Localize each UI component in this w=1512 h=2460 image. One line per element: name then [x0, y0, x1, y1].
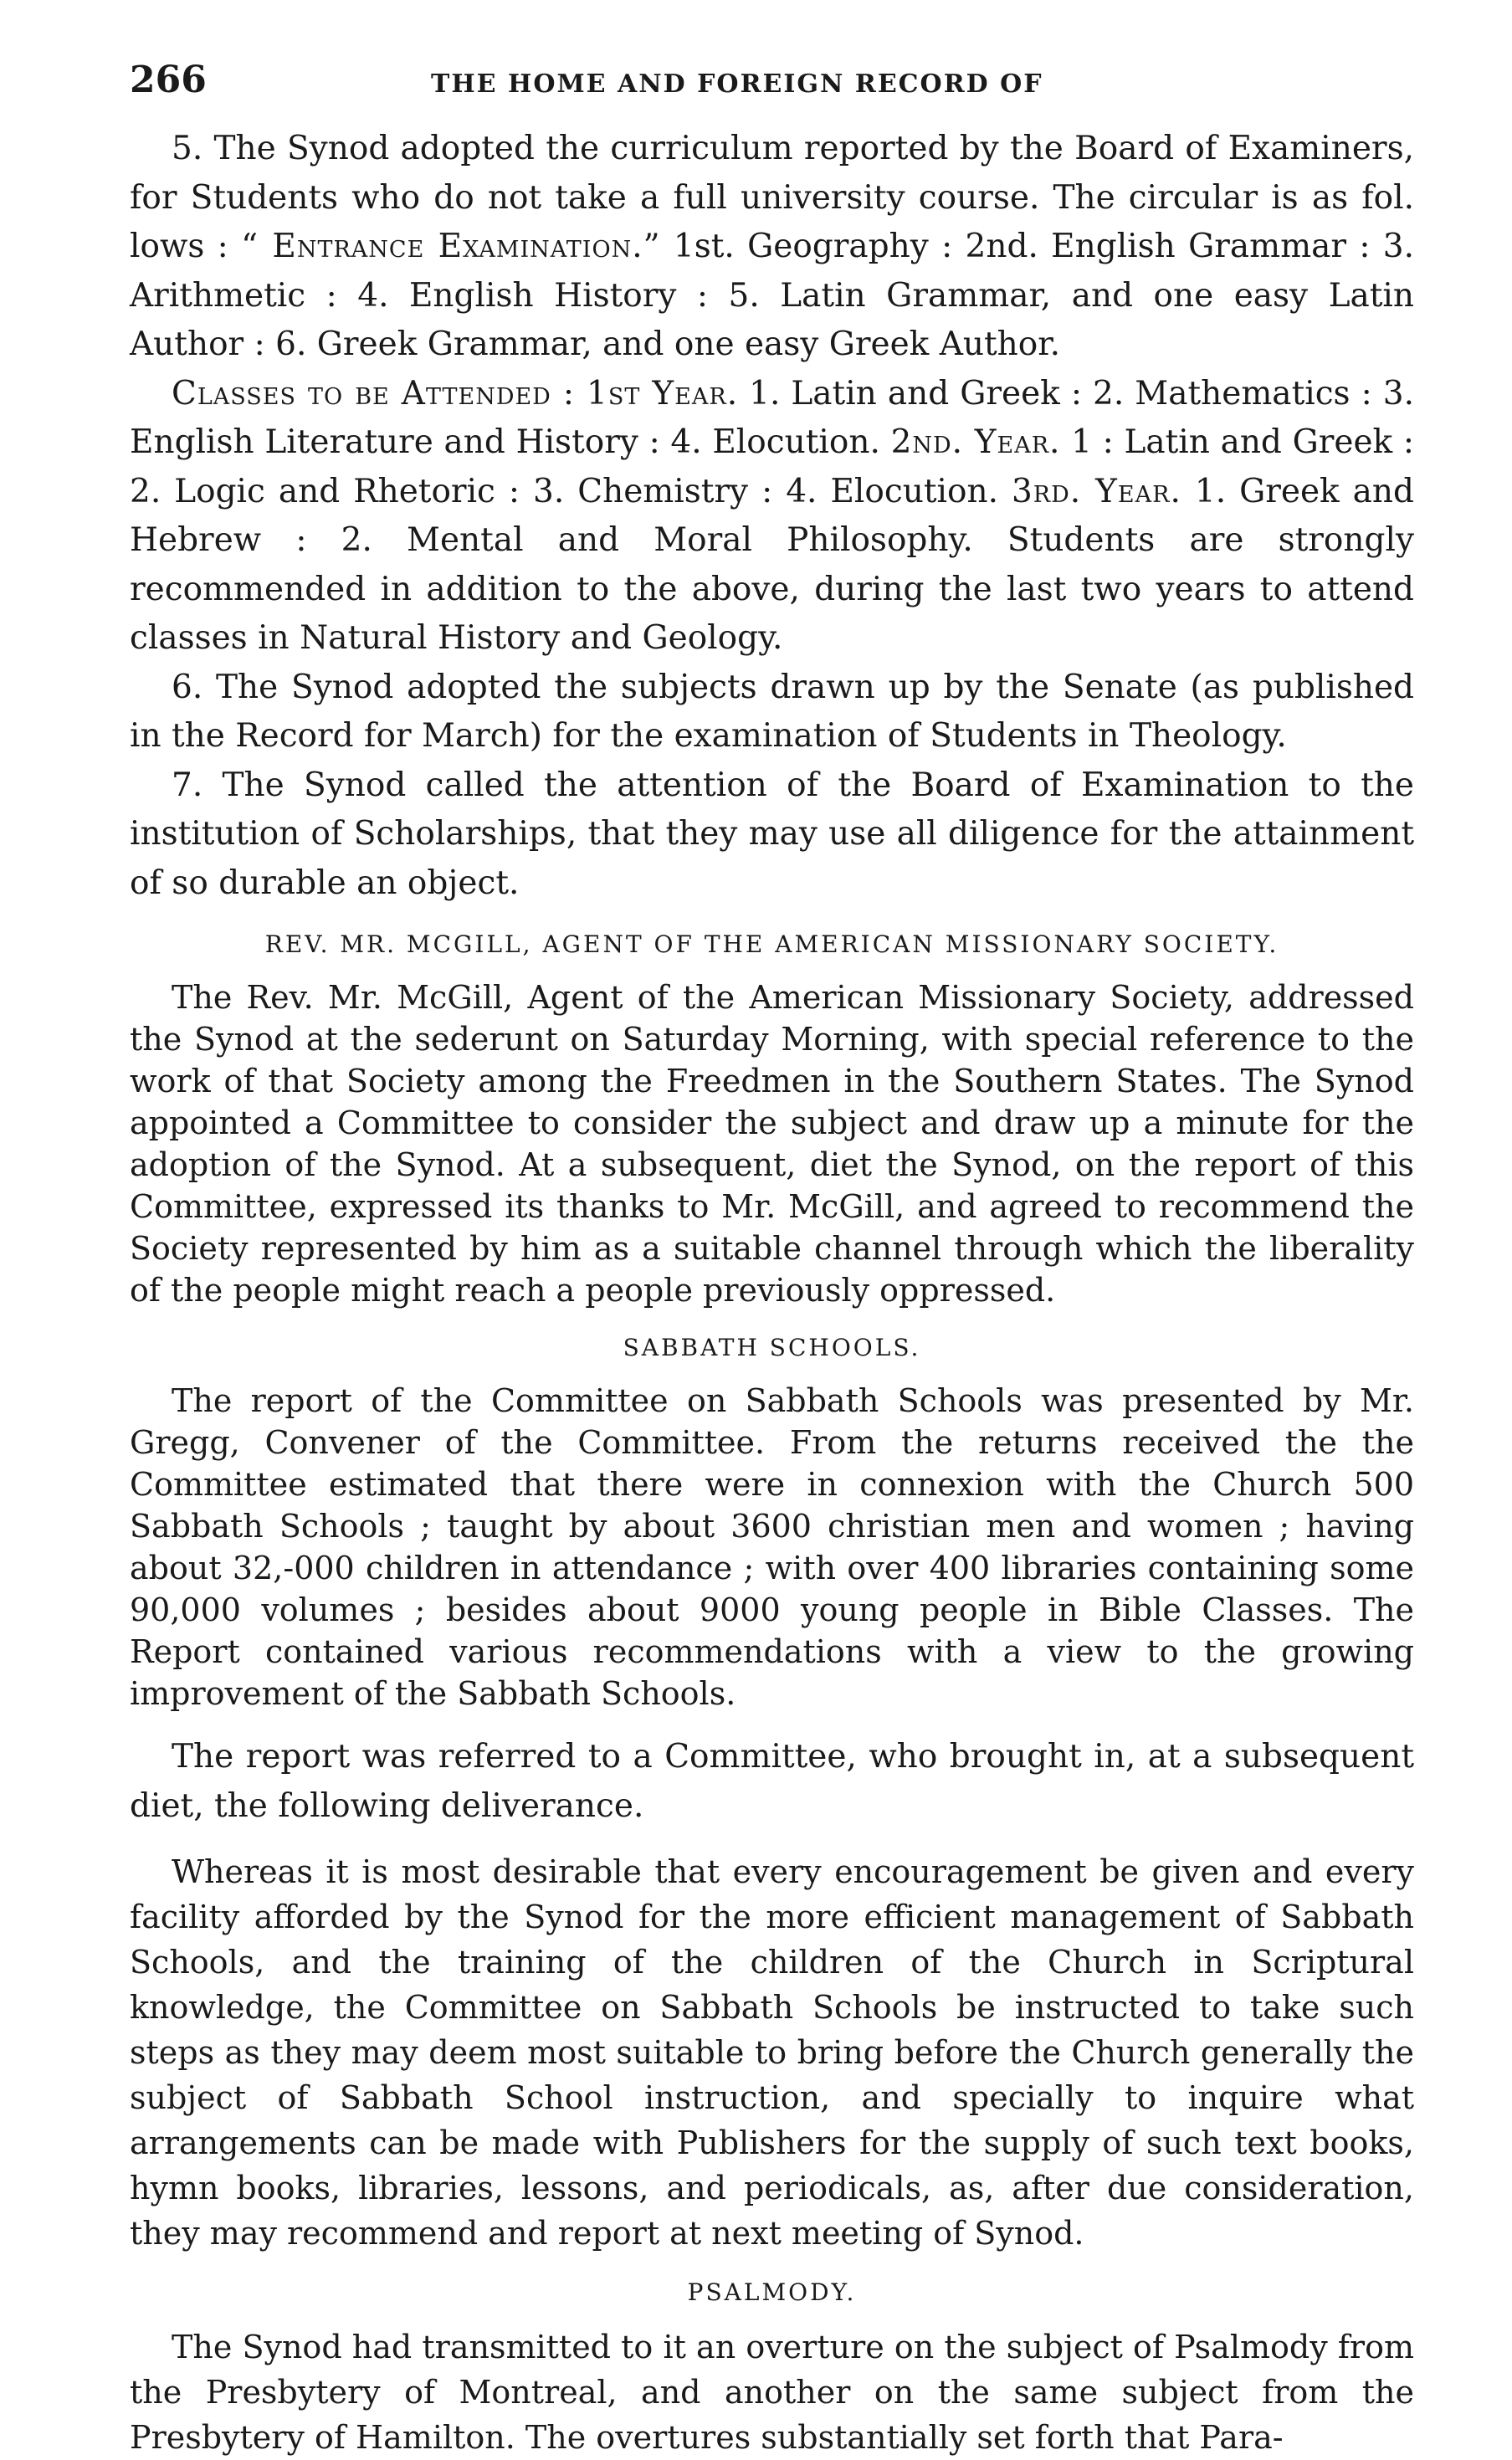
paragraph-5	[130, 125, 1414, 370]
paragraph-6: 6. The Synod adopted the subjects drawn up by the Senate (as published in the Record for March) for the examination of Students in Theology.	[130, 668, 1414, 755]
paragraph-5-intro: 5. The Synod adopted the curriculum reported by the Board of Examiners, for Students who do not take a full university course. The circular is as fol. lows :	[130, 130, 1414, 265]
first-year-subjects: 1. Latin and Greek : 2. Mathematics : 3. English Literature and History : 4. Elocution.	[130, 374, 1414, 461]
mcgill-section-heading: REV. MR. MCGILL, AGENT OF THE AMERICAN MISSIONARY SOCIETY.	[264, 930, 1279, 958]
sabbath-schools-section	[130, 1380, 1414, 1714]
mcgill-paragraph: The Rev. Mr. McGill, Agent of the American Missionary Society, addressed the Synod at the sederunt on Saturday Morning, with special reference to the work of that Society among the Freedmen in the Southern States. The Synod appointed a Committee to consider the subject and draw up a minute for the adoption of the Synod. At a subsequent, diet the Synod, on the report of this Committee, expressed its thanks to Mr. McGill, and agreed to recommend the Society represented by him as a suitable channel through which the liberality of the people might reach a people previously oppressed.	[130, 979, 1414, 1309]
referred-paragraph: The report was referred to a Committee, who brought in, at a subsequent diet, the following deliverance.	[130, 1738, 1414, 1825]
running-title: THE HOME AND FOREIGN RECORD OF	[431, 69, 1043, 99]
mcgill-section	[130, 976, 1414, 1311]
third-year-label: 3rd. Year.	[1011, 472, 1181, 510]
entrance-examination-label: “ Entrance Examination.”	[241, 228, 661, 265]
running-head	[130, 59, 1414, 101]
whereas-paragraph: Whereas it is most desirable that every encouragement be given and every facility afforded by the Synod for the more efficient management of Sabbath Schools, and the training of the children of the Church in Scriptural knowledge, the Committee on Sabbath Schools be instructed to take such steps as they may deem most suitable to bring before the Church generally the subject of Sabbath School instruction, and specially to inquire what arrangements can be made with Publishers for the supply of such text books, hymn books, libraries, lessons, and periodicals, as, after due consideration, they may recommend and report at next meeting of Synod.	[130, 1853, 1414, 2252]
psalmody-heading: PSALMODY.	[687, 2278, 857, 2306]
third-year-subjects: 1. Greek and Hebrew : 2. Mental and Moral Philosophy. Students are strongly recommended in addition to the above, during the last two years to attend classes in Natural History and Geology.	[130, 472, 1415, 657]
sabbath-schools-heading: SABBATH SCHOOLS.	[623, 1334, 921, 1361]
sabbath-report-paragraph: The report of the Committee on Sabbath Schools was presented by Mr. Gregg, Convener of the Committee. From the returns received the the Committee estimated that there were in connexion with the Church 500 Sabbath Schools ; taught by about 3600 christian men and women ; having about 32,-000 children in attendance ; with over 400 libraries containing some 90,000 volumes ; besides about 9000 young people in Bible Classes. The Report contained various recommendations with a view to the growing improvement of the Sabbath Schools.	[130, 1382, 1414, 1712]
second-year-label: 2nd. Year.	[890, 423, 1061, 461]
page-number: 266	[130, 59, 207, 101]
psalmody-paragraph: The Synod had transmitted to it an overture on the subject of Psalmody from the Presbytery of Montreal, and another on the same subject from the Presbytery of Hamilton. The overtures substantially set forth that Para-	[130, 2329, 1414, 2456]
classes-label: Classes to be Attended : 1st Year.	[172, 374, 739, 413]
second-year-subjects: 1 : Latin and Greek : 2. Logic and Rhetoric : 3. Chemistry : 4. Elocution.	[130, 423, 1415, 510]
paragraph-5-list: 1st. Geography : 2nd. English Grammar : 3. Arithmetic : 4. English History : 5. Latin Grammar, and one easy Latin Author : 6. Greek Grammar, and one easy Greek Author.	[130, 228, 1414, 363]
classes-paragraph	[130, 370, 1414, 664]
paragraph-7: 7. The Synod called the attention of the Board of Examination to the institution of Scholarships, that they may use all diligence for the attainment of so durable an object.	[130, 766, 1414, 902]
book-page	[130, 59, 1414, 2460]
